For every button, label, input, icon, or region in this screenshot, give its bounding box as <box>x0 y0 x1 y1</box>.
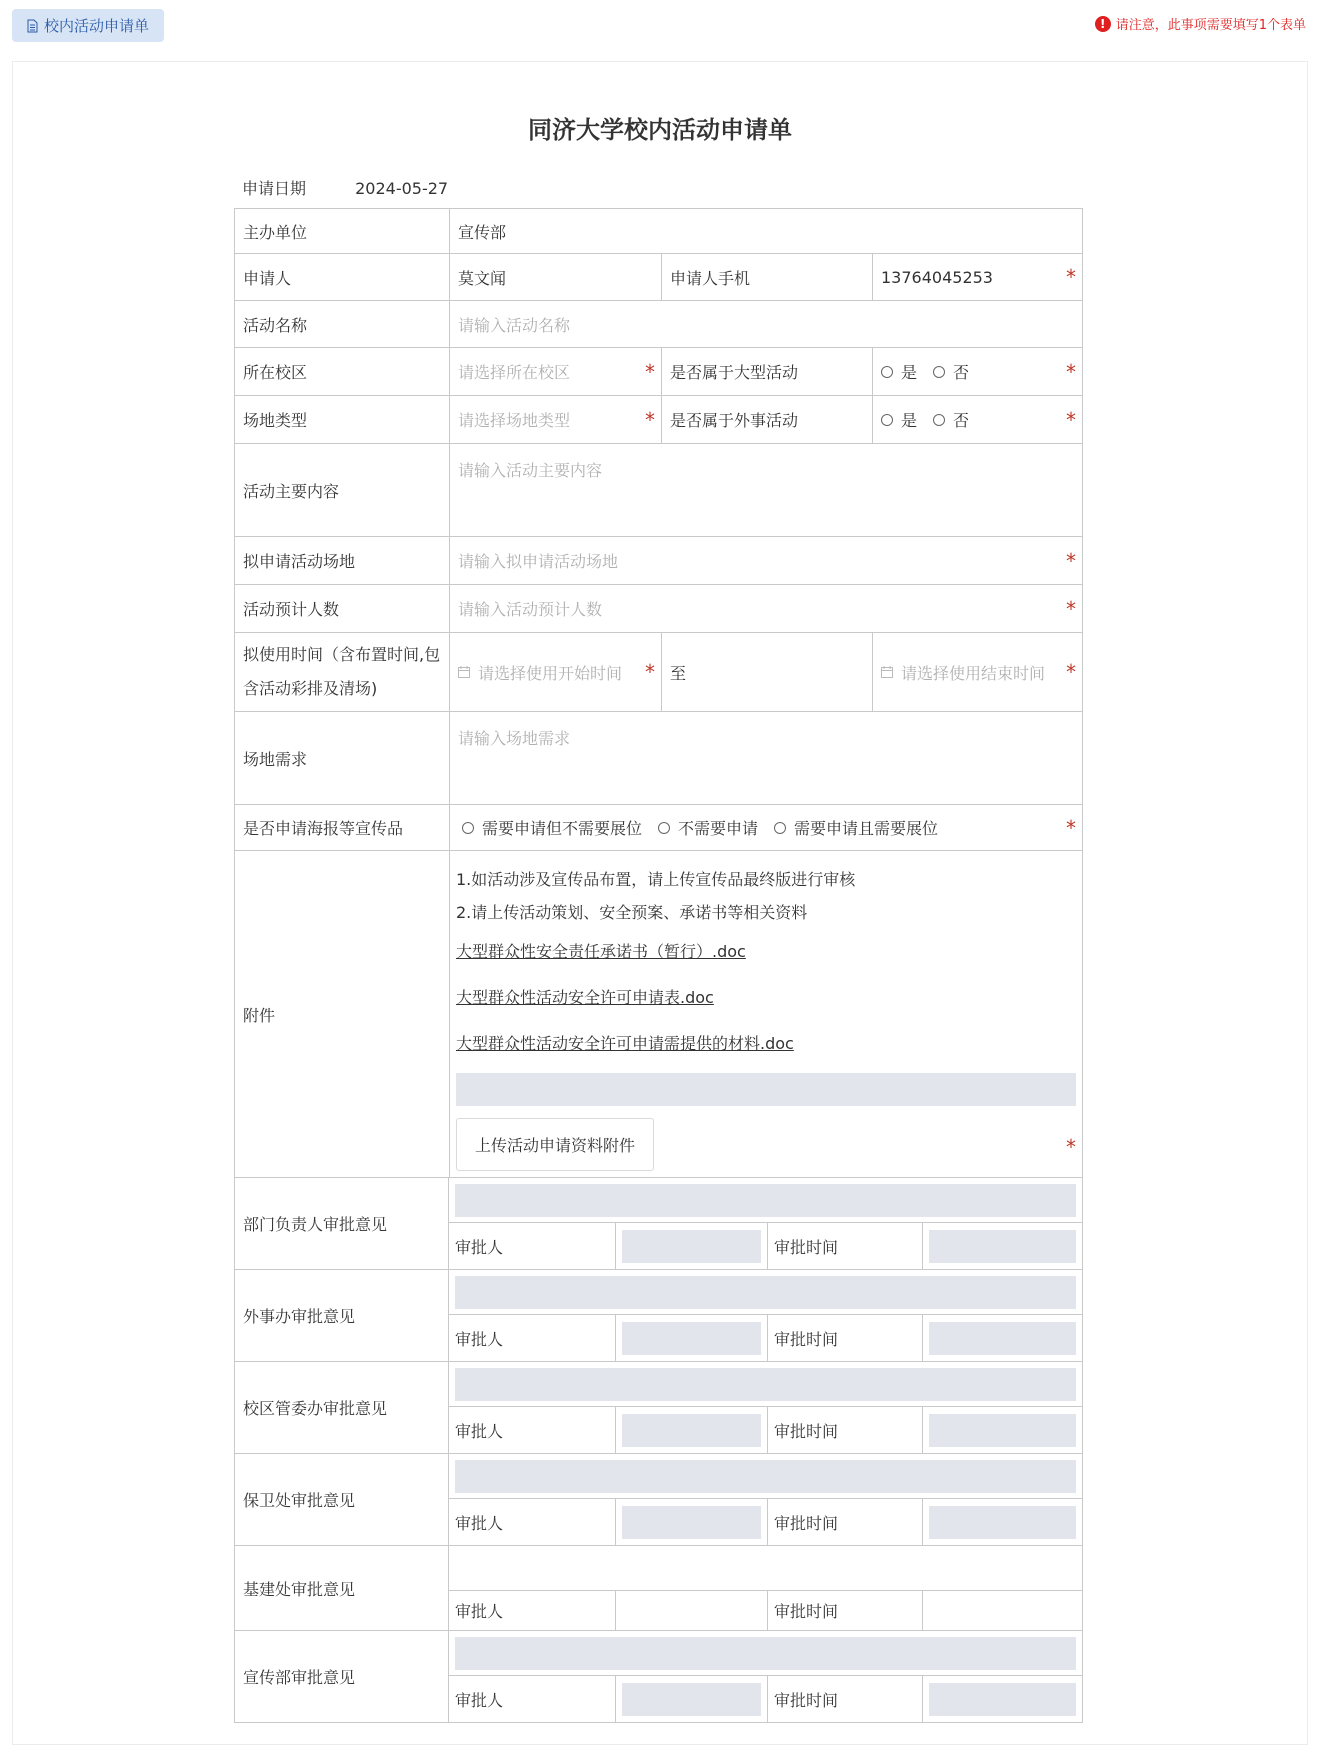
approval-label: 保卫处审批意见 <box>235 1454 449 1545</box>
approval-body <box>449 1631 1082 1722</box>
row-use-time <box>234 633 1083 712</box>
row-venue-type <box>234 396 1083 444</box>
uploaded-files-area <box>456 1073 1076 1106</box>
approver-fill <box>622 1322 761 1355</box>
end-time-placeholder: 请选择使用结束时间 <box>901 663 1046 683</box>
notice-text: 请注意，此事项需要填写1个表单 <box>1115 18 1306 33</box>
approval-label: 校区管委办审批意见 <box>235 1362 449 1453</box>
document-icon <box>27 19 38 33</box>
required-mark: * <box>645 660 655 684</box>
people-input[interactable] <box>449 585 1082 632</box>
row-poster <box>234 805 1083 851</box>
approval-time-field[interactable] <box>922 1407 1082 1453</box>
attach-label: 附件 <box>243 1005 276 1025</box>
template-link[interactable]: 大型群众性活动安全许可申请表.doc <box>456 988 714 1007</box>
approval-block <box>234 1546 1083 1631</box>
required-mark: * <box>1066 596 1076 621</box>
approval-body <box>449 1546 1082 1630</box>
required-mark: * <box>1066 407 1076 432</box>
opinion-fill <box>455 1368 1076 1401</box>
approval-label: 外事办审批意见 <box>235 1270 449 1361</box>
approval-time-field[interactable] <box>922 1499 1082 1545</box>
approval-time-fill <box>929 1414 1076 1447</box>
large-no-radio[interactable] <box>933 360 969 383</box>
approval-time-label: 审批时间 <box>767 1315 922 1361</box>
approver-field[interactable] <box>615 1676 767 1722</box>
approver-fill <box>622 1414 761 1447</box>
content-label: 活动主要内容 <box>243 481 340 501</box>
approver-label: 审批人 <box>455 1513 504 1533</box>
required-mark: * <box>1066 660 1076 684</box>
approval-opinion-field[interactable] <box>449 1178 1082 1223</box>
radio-circle-icon <box>933 366 945 378</box>
approval-time-label: 审批时间 <box>767 1676 922 1722</box>
campus-label: 所在校区 <box>243 363 308 382</box>
approval-time-field[interactable] <box>922 1315 1082 1361</box>
venue-input[interactable] <box>449 537 1082 584</box>
form-title: 同济大学校内活动申请单 <box>528 116 792 144</box>
poster-option-label: 需要申请且需要展位 <box>794 819 939 838</box>
opinion-fill <box>455 1276 1076 1309</box>
large-activity-radio-group <box>872 348 1082 395</box>
apply-date-label: 申请日期 <box>242 179 307 198</box>
approver-field[interactable] <box>615 1499 767 1545</box>
time-to-label: 至 <box>661 633 872 711</box>
opinion-fill <box>455 1184 1076 1217</box>
approval-meta <box>449 1223 1082 1269</box>
no-label: 否 <box>953 411 970 430</box>
approver-field[interactable] <box>615 1315 767 1361</box>
approval-opinion-field[interactable] <box>449 1546 1082 1591</box>
no-label: 否 <box>953 363 970 382</box>
poster-option-radio[interactable] <box>774 816 938 839</box>
approval-time-fill <box>929 1230 1076 1263</box>
radio-circle-icon <box>462 822 474 834</box>
foreign-no-radio[interactable] <box>933 408 969 431</box>
poster-label: 是否申请海报等宣传品 <box>243 819 404 838</box>
approval-opinion-field[interactable] <box>449 1362 1082 1407</box>
required-mark: * <box>645 407 655 432</box>
approver-label: 审批人 <box>455 1421 504 1441</box>
venue-type-label: 场地类型 <box>243 411 308 430</box>
row-people <box>234 585 1083 633</box>
large-yes-radio[interactable] <box>881 360 917 383</box>
poster-option-radio[interactable] <box>658 816 758 839</box>
top-bar <box>0 0 1320 50</box>
approval-label: 基建处审批意见 <box>235 1546 449 1630</box>
required-mark: * <box>1066 548 1076 573</box>
phone-label: 申请人手机 <box>661 254 872 300</box>
approver-fill <box>622 1506 761 1539</box>
opinion-fill <box>455 1460 1076 1493</box>
approver-field[interactable] <box>615 1591 767 1630</box>
approval-time-fill <box>929 1683 1076 1716</box>
large-activity-label: 是否属于大型活动 <box>661 348 872 395</box>
venue-label: 拟申请活动场地 <box>243 552 356 571</box>
approval-label: 宣传部审批意见 <box>235 1631 449 1722</box>
approval-time-label: 审批时间 <box>767 1499 922 1545</box>
approver-label: 审批人 <box>455 1602 504 1621</box>
approval-meta <box>449 1499 1082 1545</box>
poster-radio-group <box>449 805 1082 850</box>
approval-time-field[interactable] <box>922 1676 1082 1722</box>
required-mark: * <box>1066 265 1076 289</box>
approver-label: 审批人 <box>455 1690 504 1710</box>
approval-label: 部门负责人审批意见 <box>235 1178 449 1269</box>
radio-circle-icon <box>933 414 945 426</box>
phone-value: 13764045253 <box>881 267 993 287</box>
row-activity-name <box>234 301 1083 348</box>
radio-circle-icon <box>881 414 893 426</box>
approver-field[interactable] <box>615 1407 767 1453</box>
attach-tip: 1.如活动涉及宣传品布置，请上传宣传品最终版进行审核 <box>456 870 856 889</box>
row-venue <box>234 537 1083 585</box>
attach-area <box>449 851 1082 1177</box>
approval-meta <box>449 1676 1082 1722</box>
venue-placeholder: 请输入拟申请活动场地 <box>458 552 619 571</box>
row-campus <box>234 348 1083 396</box>
approval-time-field[interactable] <box>922 1223 1082 1269</box>
calendar-icon <box>881 666 893 678</box>
approval-meta <box>449 1407 1082 1453</box>
poster-option-label: 不需要申请 <box>678 819 759 838</box>
approver-field[interactable] <box>615 1223 767 1269</box>
host-unit-value: 宣传部 <box>449 209 1082 253</box>
approvals-section <box>234 1178 1083 1723</box>
poster-option-radio[interactable] <box>462 816 642 839</box>
approver-fill <box>622 1683 761 1716</box>
notice-message <box>1095 14 1306 33</box>
warning-icon: ! <box>1095 16 1111 32</box>
row-content <box>234 444 1083 537</box>
radio-circle-icon <box>881 366 893 378</box>
foreign-activity-radio-group <box>872 396 1082 443</box>
approval-body <box>449 1454 1082 1545</box>
start-time-placeholder: 请选择使用开始时间 <box>478 663 623 683</box>
approval-time-label: 审批时间 <box>767 1407 922 1453</box>
approval-block <box>234 1454 1083 1546</box>
start-time-picker[interactable] <box>449 633 661 711</box>
row-attachments <box>234 851 1083 1178</box>
approval-time-label: 审批时间 <box>767 1591 922 1630</box>
form-tab[interactable] <box>12 9 164 42</box>
content-textarea[interactable]: 请输入活动主要内容 <box>449 444 1082 536</box>
people-placeholder: 请输入活动预计人数 <box>458 600 603 619</box>
host-unit-label: 主办单位 <box>243 222 308 242</box>
poster-option-label: 需要申请但不需要展位 <box>482 819 643 838</box>
template-link[interactable]: 大型群众性安全责任承诺书（暂行）.doc <box>456 942 746 961</box>
required-mark: * <box>1066 815 1076 840</box>
applicant-value: 莫文闻 <box>449 254 661 300</box>
approval-block <box>234 1631 1083 1723</box>
foreign-yes-radio[interactable] <box>881 408 917 431</box>
approval-time-field[interactable] <box>922 1591 1082 1630</box>
activity-name-input[interactable]: 请输入活动名称 <box>449 301 1082 347</box>
row-host-unit <box>234 208 1083 254</box>
application-form-table <box>234 208 1083 1723</box>
required-mark: * <box>1066 359 1076 384</box>
campus-select[interactable] <box>449 348 661 395</box>
approval-time-label: 审批时间 <box>767 1223 922 1269</box>
row-needs <box>234 712 1083 805</box>
approval-body <box>449 1362 1082 1453</box>
required-mark: * <box>1066 1135 1076 1159</box>
approver-label: 审批人 <box>455 1329 504 1349</box>
foreign-activity-label: 是否属于外事活动 <box>661 396 872 443</box>
approval-block <box>234 1362 1083 1454</box>
approval-block <box>234 1270 1083 1362</box>
apply-date-value: 2024-05-27 <box>355 179 449 198</box>
row-applicant <box>234 254 1083 301</box>
calendar-icon <box>458 666 470 678</box>
phone-field[interactable] <box>872 254 1082 300</box>
venue-type-placeholder: 请选择场地类型 <box>458 411 571 430</box>
approval-time-fill <box>929 1506 1076 1539</box>
activity-name-label: 活动名称 <box>243 315 308 335</box>
approval-meta <box>449 1315 1082 1361</box>
end-time-picker[interactable] <box>872 633 1082 711</box>
people-label: 活动预计人数 <box>243 600 340 619</box>
apply-date-row <box>242 176 448 199</box>
required-mark: * <box>645 359 655 384</box>
radio-circle-icon <box>658 822 670 834</box>
needs-textarea[interactable]: 请输入场地需求 <box>449 712 1082 804</box>
form-tab-label: 校内活动申请单 <box>43 17 149 35</box>
radio-circle-icon <box>774 822 786 834</box>
use-time-label: 拟使用时间（含布置时间,包含活动彩排及清场) <box>243 645 441 698</box>
approval-opinion-field[interactable] <box>449 1270 1082 1315</box>
approval-body <box>449 1178 1082 1269</box>
approval-body <box>449 1270 1082 1361</box>
approval-block <box>234 1178 1083 1270</box>
opinion-fill <box>455 1637 1076 1670</box>
approval-time-fill <box>929 1322 1076 1355</box>
attach-tip: 2.请上传活动策划、安全预案、承诺书等相关资料 <box>456 903 808 922</box>
approval-opinion-field[interactable] <box>449 1454 1082 1499</box>
approver-label: 审批人 <box>455 1237 504 1257</box>
approver-fill <box>622 1230 761 1263</box>
yes-label: 是 <box>901 411 918 430</box>
venue-type-select[interactable] <box>449 396 661 443</box>
template-link[interactable]: 大型群众性活动安全许可申请需提供的材料.doc <box>456 1034 794 1053</box>
yes-label: 是 <box>901 363 918 382</box>
upload-attachment-button[interactable]: 上传活动申请资料附件 <box>456 1118 654 1171</box>
applicant-label: 申请人 <box>243 268 292 288</box>
campus-placeholder: 请选择所在校区 <box>458 363 571 382</box>
approval-meta <box>449 1591 1082 1630</box>
approval-opinion-field[interactable] <box>449 1631 1082 1676</box>
needs-label: 场地需求 <box>243 749 308 769</box>
